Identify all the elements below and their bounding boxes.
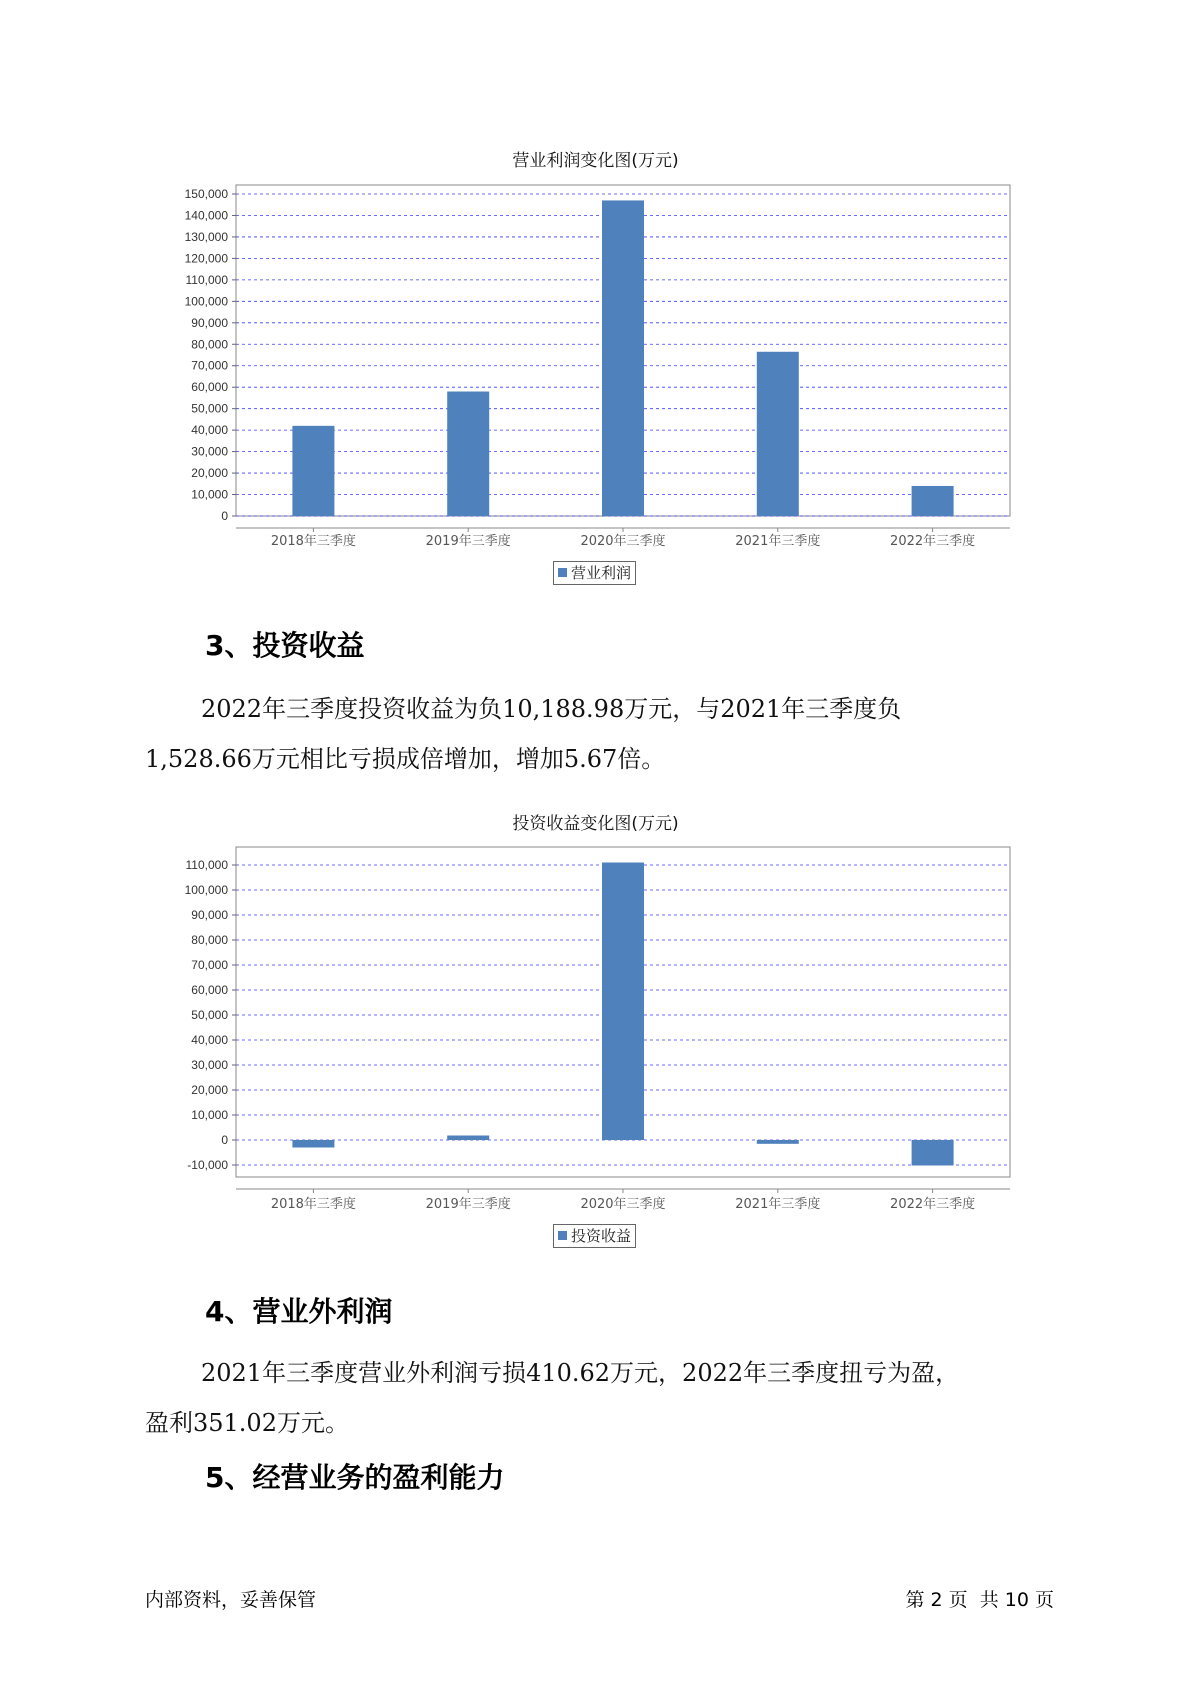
y-tick-label: 20,000 — [191, 466, 228, 481]
paragraph-line: 2022年三季度投资收益为负10,188.98万元，与2021年三季度负 — [201, 695, 902, 723]
y-tick-label: 150,000 — [184, 187, 228, 201]
bar — [292, 1140, 334, 1148]
y-tick-label: 120,000 — [184, 251, 228, 266]
y-tick-label: 0 — [221, 509, 228, 523]
y-tick-label: 110,000 — [185, 272, 228, 287]
legend-swatch — [558, 1231, 567, 1240]
y-tick-label: 70,000 — [191, 958, 228, 972]
x-category-label: 2021年三季度 — [735, 534, 821, 549]
x-category-label: 2018年三季度 — [270, 534, 356, 549]
non-operating-profit-paragraph — [145, 1348, 1045, 1448]
y-tick-label: 100,000 — [184, 883, 228, 897]
y-tick-label: 90,000 — [191, 908, 228, 922]
x-category-label: 2020年三季度 — [580, 1197, 666, 1212]
chart-legend — [553, 1224, 636, 1248]
y-tick-label: 10,000 — [191, 487, 228, 502]
bar — [602, 863, 644, 1141]
x-category-label: 2018年三季度 — [270, 1197, 356, 1212]
section-heading-non-operating-profit: 4、营业外利润 — [205, 1295, 393, 1328]
y-tick-label: 40,000 — [191, 1033, 228, 1047]
x-category-label: 2019年三季度 — [425, 1197, 511, 1212]
section-heading-operating-profitability: 5、经营业务的盈利能力 — [205, 1461, 505, 1494]
y-tick-label: 30,000 — [191, 444, 228, 459]
y-tick-label: 140,000 — [184, 208, 228, 223]
legend-label: 营业利润 — [571, 564, 632, 582]
y-tick-label: 80,000 — [191, 933, 228, 947]
y-tick-label: 50,000 — [191, 1008, 228, 1022]
y-tick-label: 30,000 — [191, 1058, 228, 1072]
legend-label: 投资收益 — [571, 1227, 632, 1245]
y-tick-label: 0 — [221, 1133, 228, 1147]
footer-page-number: 第 2 页 共 10 页 — [905, 1589, 1054, 1611]
y-tick-label: 90,000 — [191, 315, 228, 330]
paragraph-line: 盈利351.02万元。 — [145, 1409, 349, 1437]
bar — [757, 1140, 799, 1144]
y-tick-label: 110,000 — [185, 858, 228, 872]
x-category-label: 2022年三季度 — [890, 1197, 976, 1212]
chart-title: 投资收益变化图(万元) — [512, 814, 679, 834]
bar — [912, 1140, 954, 1165]
x-category-label: 2021年三季度 — [735, 1197, 821, 1212]
x-category-label: 2020年三季度 — [580, 534, 666, 549]
x-category-label: 2019年三季度 — [425, 534, 511, 549]
footer-confidential-note: 内部资料，妥善保管 — [145, 1589, 317, 1611]
y-tick-label: 130,000 — [184, 229, 228, 244]
y-tick-label: 50,000 — [191, 401, 228, 416]
y-tick-label: 40,000 — [191, 423, 228, 438]
section-heading-investment-income: 3、投资收益 — [205, 629, 365, 662]
y-tick-label: 60,000 — [191, 380, 228, 395]
paragraph-line: 2021年三季度营业外利润亏损410.62万元，2022年三季度扭亏为盈， — [201, 1359, 960, 1387]
y-tick-label: 20,000 — [191, 1083, 228, 1097]
bar — [447, 1136, 489, 1141]
y-tick-label: 60,000 — [191, 983, 228, 997]
y-tick-label: 10,000 — [191, 1108, 228, 1122]
y-tick-label: 80,000 — [191, 337, 228, 352]
y-tick-label: -10,000 — [187, 1158, 228, 1172]
paragraph-line: 1,528.66万元相比亏损成倍增加，增加5.67倍。 — [145, 745, 666, 773]
chart-title: 营业利润变化图(万元) — [512, 151, 679, 171]
y-tick-label: 70,000 — [191, 358, 228, 373]
y-tick-label: 100,000 — [184, 294, 228, 309]
x-category-label: 2022年三季度 — [890, 534, 976, 549]
